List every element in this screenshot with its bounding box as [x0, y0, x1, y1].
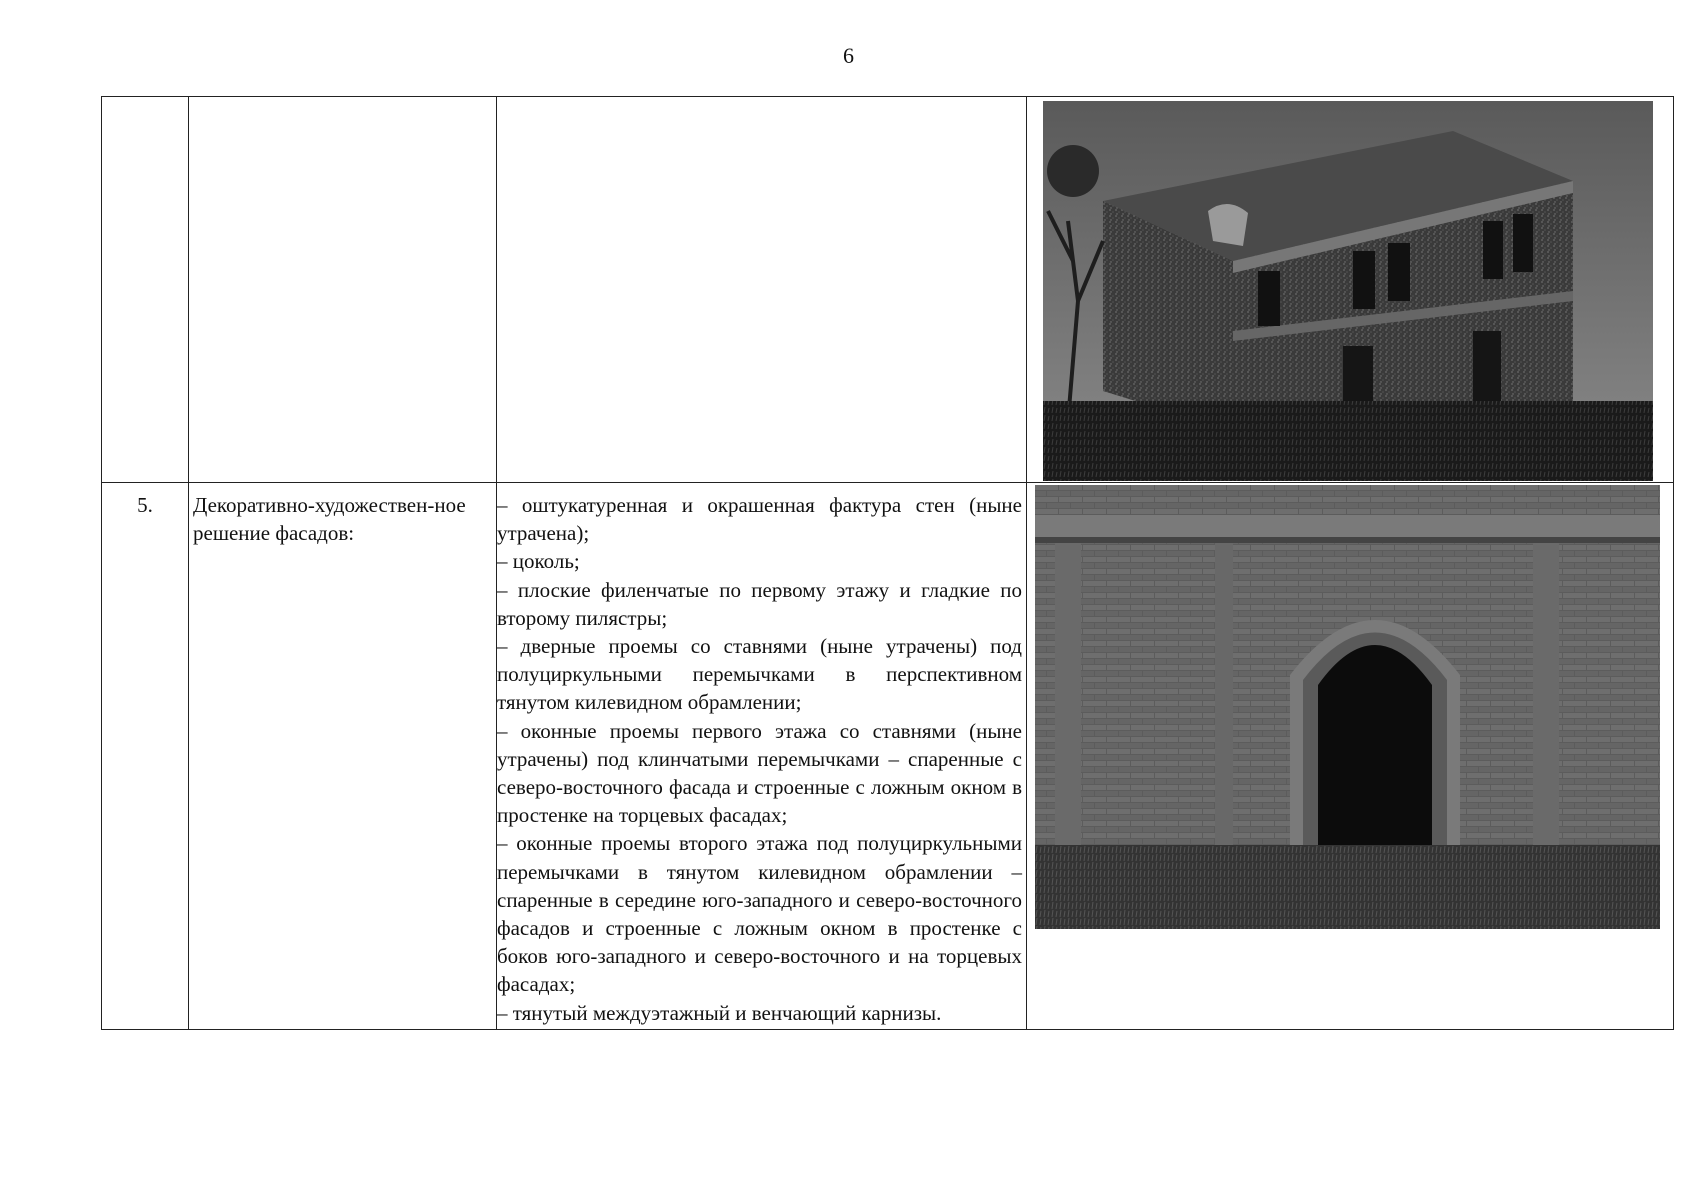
description-item: – дверные проемы со ставнями (ныне утрачены) под полуциркульными перемычками в перспективном тянутом килевидном обрамлении; — [497, 634, 1022, 715]
description-item: – оконные проемы первого этажа со ставнями (ныне утрачены) под клинчатыми перемычками – спаренные с северо-восточного фасада и строенные с ложным окном в простенке на торцевых фасадах; — [497, 718, 1022, 828]
feature-description-cell — [497, 97, 1027, 483]
description-item: – тянутый междуэтажный и венчающий карнизы. — [497, 1000, 942, 1025]
description-item: – оконные проемы второго этажа под полуциркульными перемычками в тянутом килевидном обрамлении – спаренные в середине юго-западного и северо-восточного фасадов и строенные с ложным окном в простенке с боков юго-западного и северо-восточного и на торцевых фасадах; — [497, 831, 1022, 997]
description-item: – плоские филенчатые по первому этажу и гладкие по второму пилястры; — [497, 577, 1022, 630]
description-item: – цоколь; — [497, 549, 580, 574]
feature-name-cell: Декоративно-художествен-ное решение фасадов: — [189, 483, 497, 1030]
arched-doorway-photo — [1035, 485, 1660, 929]
ruined-building-photo — [1043, 101, 1653, 481]
row-number-cell: 5. — [102, 483, 189, 1030]
table-row — [102, 97, 1674, 483]
feature-description-cell — [497, 483, 1027, 1030]
page-number: 6 — [843, 43, 854, 68]
monument-features-table — [101, 96, 1674, 1030]
table-row — [102, 483, 1674, 1030]
photo-cell — [1027, 483, 1674, 1030]
row-number-cell — [102, 97, 189, 483]
description-item: – оштукатуренная и окрашенная фактура стен (ныне утрачена); — [497, 493, 1022, 546]
photo-cell — [1027, 97, 1674, 483]
feature-name-cell — [189, 97, 497, 483]
